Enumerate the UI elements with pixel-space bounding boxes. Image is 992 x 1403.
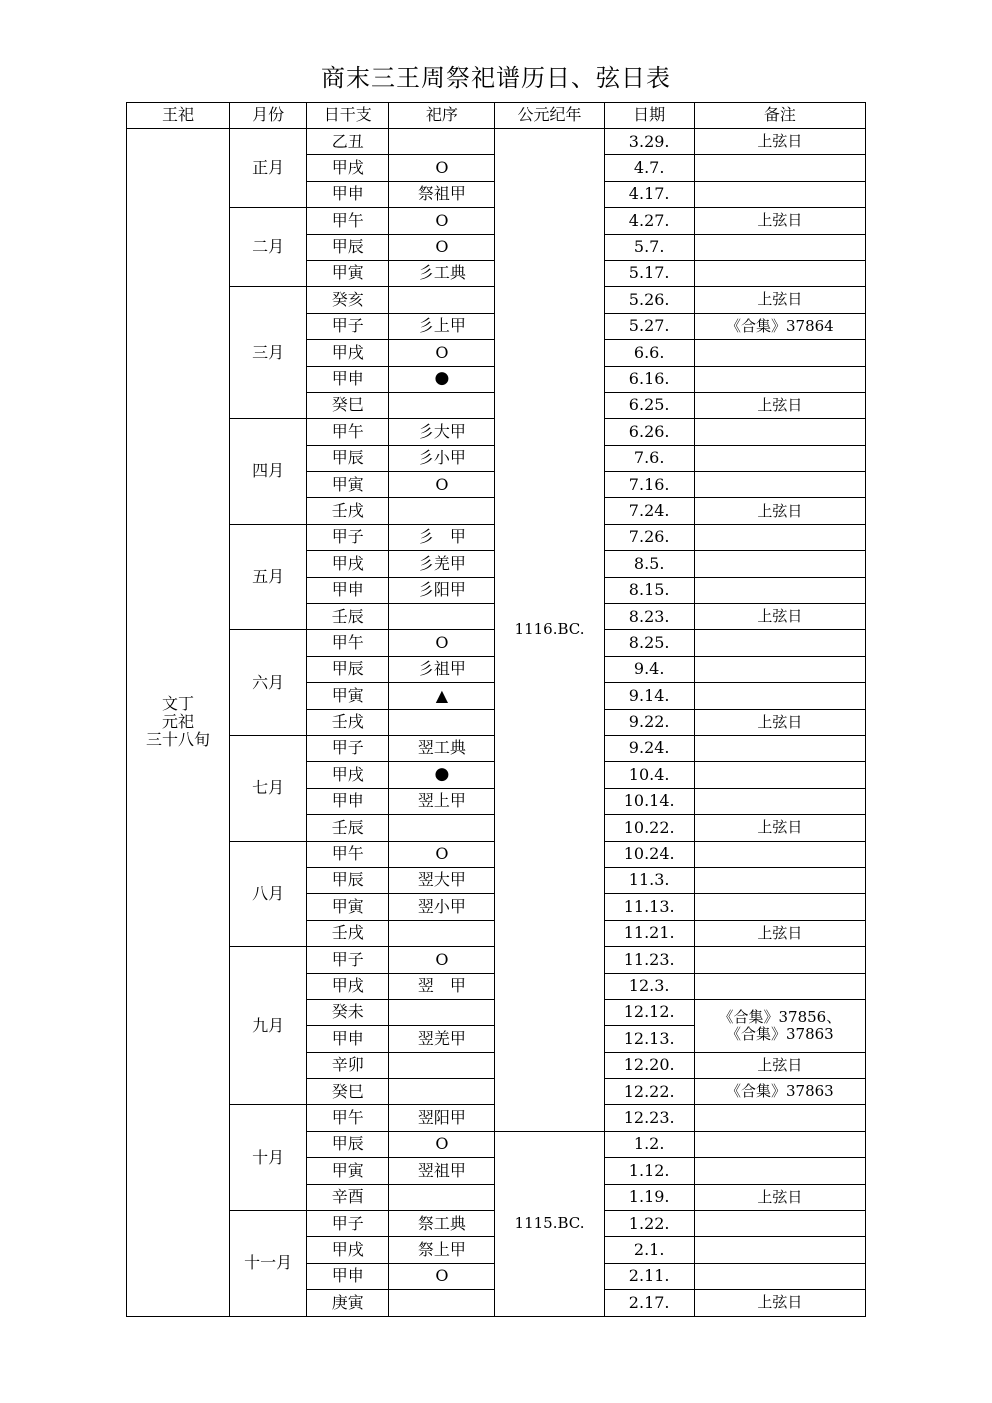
date-cell: 9.4. xyxy=(604,656,694,682)
date-cell: 6.6. xyxy=(604,340,694,366)
sacrifice-order-cell: 彡 甲 xyxy=(389,524,495,550)
date-cell: 1.19. xyxy=(604,1184,694,1210)
header-date: 日期 xyxy=(604,103,694,129)
date-cell: 12.23. xyxy=(604,1105,694,1131)
month-cell: 七月 xyxy=(230,735,307,841)
date-cell: 8.25. xyxy=(604,630,694,656)
sacrifice-order-cell: 翌小甲 xyxy=(389,894,495,920)
year-cell: 1116.BC. xyxy=(495,129,604,1132)
date-cell: 7.6. xyxy=(604,445,694,471)
sacrifice-order-cell: ● xyxy=(389,366,495,392)
date-cell: 8.23. xyxy=(604,604,694,630)
note-cell: 上弦日 xyxy=(694,498,865,524)
sacrifice-order-cell: ▲ xyxy=(389,683,495,709)
ganzhi-cell: 壬戌 xyxy=(307,709,389,735)
note-cell xyxy=(694,524,865,550)
note-cell xyxy=(694,234,865,260)
sacrifice-order-cell: 彡大甲 xyxy=(389,419,495,445)
ganzhi-cell: 辛酉 xyxy=(307,1184,389,1210)
ganzhi-cell: 甲子 xyxy=(307,313,389,339)
ganzhi-cell: 甲戌 xyxy=(307,973,389,999)
note-cell: 上弦日 xyxy=(694,1290,865,1316)
note-cell: 上弦日 xyxy=(694,1184,865,1210)
ganzhi-cell: 庚寅 xyxy=(307,1290,389,1316)
sacrifice-order-cell: O xyxy=(389,234,495,260)
note-cell xyxy=(694,973,865,999)
sacrifice-order-cell xyxy=(389,1079,495,1105)
date-cell: 12.20. xyxy=(604,1052,694,1078)
ganzhi-cell: 甲申 xyxy=(307,788,389,814)
sacrifice-order-cell xyxy=(389,1184,495,1210)
note-cell xyxy=(694,683,865,709)
date-cell: 8.15. xyxy=(604,577,694,603)
date-cell: 11.13. xyxy=(604,894,694,920)
ganzhi-cell: 甲戌 xyxy=(307,155,389,181)
ganzhi-cell: 甲戌 xyxy=(307,1237,389,1263)
date-cell: 10.14. xyxy=(604,788,694,814)
date-cell: 10.4. xyxy=(604,762,694,788)
ganzhi-cell: 壬辰 xyxy=(307,815,389,841)
ganzhi-cell: 甲申 xyxy=(307,181,389,207)
note-cell: 上弦日 xyxy=(694,709,865,735)
ganzhi-cell: 甲寅 xyxy=(307,472,389,498)
sacrifice-order-cell: 祭上甲 xyxy=(389,1237,495,1263)
date-cell: 12.12. xyxy=(604,999,694,1025)
sacrifice-order-cell: 祭祖甲 xyxy=(389,181,495,207)
ganzhi-cell: 甲申 xyxy=(307,577,389,603)
sacrifice-order-cell xyxy=(389,709,495,735)
note-cell: 上弦日 xyxy=(694,392,865,418)
sacrifice-order-cell xyxy=(389,604,495,630)
date-cell: 6.16. xyxy=(604,366,694,392)
ganzhi-cell: 甲辰 xyxy=(307,445,389,471)
note-cell xyxy=(694,841,865,867)
ganzhi-cell: 甲午 xyxy=(307,208,389,234)
sacrifice-order-cell xyxy=(389,498,495,524)
sacrifice-order-cell xyxy=(389,1290,495,1316)
date-cell: 4.27. xyxy=(604,208,694,234)
ganzhi-cell: 甲申 xyxy=(307,1263,389,1289)
month-cell: 八月 xyxy=(230,841,307,947)
ganzhi-cell: 壬戌 xyxy=(307,498,389,524)
note-cell xyxy=(694,630,865,656)
sacrifice-order-cell: 彡阳甲 xyxy=(389,577,495,603)
ganzhi-cell: 甲辰 xyxy=(307,234,389,260)
sacrifice-order-cell: O xyxy=(389,208,495,234)
sacrifice-order-cell: O xyxy=(389,1131,495,1157)
ganzhi-cell: 甲子 xyxy=(307,524,389,550)
date-cell: 5.7. xyxy=(604,234,694,260)
sacrifice-order-cell: 彡上甲 xyxy=(389,313,495,339)
ganzhi-cell: 癸未 xyxy=(307,999,389,1025)
note-cell: 《合集》37864 xyxy=(694,313,865,339)
note-cell xyxy=(694,867,865,893)
ganzhi-cell: 癸巳 xyxy=(307,392,389,418)
month-cell: 五月 xyxy=(230,524,307,630)
king-cell: 文丁 元祀 三十八旬 xyxy=(127,129,230,1317)
sacrifice-order-cell: 彡羌甲 xyxy=(389,551,495,577)
date-cell: 8.5. xyxy=(604,551,694,577)
ganzhi-cell: 癸巳 xyxy=(307,1079,389,1105)
sacrifice-order-cell xyxy=(389,129,495,155)
note-cell xyxy=(694,1263,865,1289)
ganzhi-cell: 甲寅 xyxy=(307,894,389,920)
sacrifice-order-cell: 翌羌甲 xyxy=(389,1026,495,1052)
date-cell: 1.2. xyxy=(604,1131,694,1157)
year-cell: 1115.BC. xyxy=(495,1131,604,1316)
note-cell: 《合集》37856、 《合集》37863 xyxy=(694,999,865,1052)
header-month: 月份 xyxy=(230,103,307,129)
date-cell: 2.11. xyxy=(604,1263,694,1289)
note-cell xyxy=(694,1237,865,1263)
note-cell xyxy=(694,762,865,788)
ganzhi-cell: 甲午 xyxy=(307,630,389,656)
ganzhi-cell: 甲寅 xyxy=(307,260,389,286)
month-cell: 二月 xyxy=(230,208,307,287)
note-cell xyxy=(694,1158,865,1184)
sacrifice-order-cell: 彡小甲 xyxy=(389,445,495,471)
ganzhi-cell: 辛卯 xyxy=(307,1052,389,1078)
month-cell: 六月 xyxy=(230,630,307,736)
month-cell: 九月 xyxy=(230,947,307,1105)
sacrifice-order-cell: O xyxy=(389,947,495,973)
date-cell: 9.24. xyxy=(604,735,694,761)
note-cell: 上弦日 xyxy=(694,208,865,234)
ganzhi-cell: 癸亥 xyxy=(307,287,389,313)
sacrifice-order-cell: O xyxy=(389,340,495,366)
sacrifice-order-cell: O xyxy=(389,155,495,181)
date-cell: 12.22. xyxy=(604,1079,694,1105)
note-cell xyxy=(694,472,865,498)
note-cell xyxy=(694,366,865,392)
header-year: 公元纪年 xyxy=(495,103,604,129)
note-cell: 上弦日 xyxy=(694,129,865,155)
note-cell xyxy=(694,947,865,973)
ganzhi-cell: 甲戌 xyxy=(307,551,389,577)
sacrifice-order-cell: 彡工典 xyxy=(389,260,495,286)
page-title: 商末三王周祭祀谱历日、弦日表 xyxy=(321,64,671,92)
ganzhi-cell: 壬辰 xyxy=(307,604,389,630)
note-cell xyxy=(694,894,865,920)
date-cell: 5.26. xyxy=(604,287,694,313)
date-cell: 9.22. xyxy=(604,709,694,735)
note-cell: 上弦日 xyxy=(694,1052,865,1078)
sacrifice-order-cell: 祭工典 xyxy=(389,1211,495,1237)
header-note: 备注 xyxy=(694,103,865,129)
sacrifice-order-cell: 翌工典 xyxy=(389,735,495,761)
ganzhi-cell: 甲申 xyxy=(307,1026,389,1052)
sacrifice-order-cell: O xyxy=(389,472,495,498)
sacrifice-order-cell: 翌 甲 xyxy=(389,973,495,999)
note-cell: 上弦日 xyxy=(694,604,865,630)
note-cell xyxy=(694,1211,865,1237)
month-cell: 十月 xyxy=(230,1105,307,1211)
ganzhi-cell: 甲午 xyxy=(307,1105,389,1131)
note-cell xyxy=(694,419,865,445)
sacrifice-order-cell: 彡祖甲 xyxy=(389,656,495,682)
ganzhi-cell: 甲子 xyxy=(307,735,389,761)
date-cell: 2.1. xyxy=(604,1237,694,1263)
ganzhi-cell: 甲寅 xyxy=(307,683,389,709)
note-cell: 上弦日 xyxy=(694,920,865,946)
date-cell: 10.22. xyxy=(604,815,694,841)
date-cell: 11.21. xyxy=(604,920,694,946)
date-cell: 4.17. xyxy=(604,181,694,207)
note-cell xyxy=(694,1105,865,1131)
ganzhi-cell: 甲寅 xyxy=(307,1158,389,1184)
date-cell: 5.17. xyxy=(604,260,694,286)
sacrifice-order-cell xyxy=(389,392,495,418)
month-cell: 三月 xyxy=(230,287,307,419)
ganzhi-cell: 甲辰 xyxy=(307,656,389,682)
date-cell: 9.14. xyxy=(604,683,694,709)
note-cell xyxy=(694,656,865,682)
date-cell: 10.24. xyxy=(604,841,694,867)
sacrifice-order-cell: 翌阳甲 xyxy=(389,1105,495,1131)
note-cell xyxy=(694,445,865,471)
note-cell xyxy=(694,155,865,181)
month-cell: 四月 xyxy=(230,419,307,525)
sacrifice-order-cell xyxy=(389,1052,495,1078)
sacrifice-order-cell: 翌上甲 xyxy=(389,788,495,814)
ganzhi-cell: 甲戌 xyxy=(307,762,389,788)
sacrifice-order-cell: O xyxy=(389,630,495,656)
note-cell xyxy=(694,1131,865,1157)
note-cell xyxy=(694,551,865,577)
date-cell: 7.16. xyxy=(604,472,694,498)
sacrifice-order-cell xyxy=(389,287,495,313)
note-cell xyxy=(694,181,865,207)
header-king: 王祀 xyxy=(127,103,230,129)
date-cell: 12.3. xyxy=(604,973,694,999)
date-cell: 5.27. xyxy=(604,313,694,339)
month-cell: 十一月 xyxy=(230,1211,307,1317)
calendar-table xyxy=(126,102,866,1317)
sacrifice-order-cell xyxy=(389,815,495,841)
note-cell xyxy=(694,577,865,603)
date-cell: 7.24. xyxy=(604,498,694,524)
ganzhi-cell: 甲子 xyxy=(307,1211,389,1237)
ganzhi-cell: 甲午 xyxy=(307,419,389,445)
ganzhi-cell: 壬戌 xyxy=(307,920,389,946)
date-cell: 1.22. xyxy=(604,1211,694,1237)
ganzhi-cell: 甲戌 xyxy=(307,340,389,366)
date-cell: 11.23. xyxy=(604,947,694,973)
date-cell: 3.29. xyxy=(604,129,694,155)
note-cell xyxy=(694,735,865,761)
sacrifice-order-cell: ● xyxy=(389,762,495,788)
date-cell: 4.7. xyxy=(604,155,694,181)
ganzhi-cell: 乙丑 xyxy=(307,129,389,155)
sacrifice-order-cell xyxy=(389,999,495,1025)
date-cell: 1.12. xyxy=(604,1158,694,1184)
note-cell: 《合集》37863 xyxy=(694,1079,865,1105)
date-cell: 6.25. xyxy=(604,392,694,418)
date-cell: 12.13. xyxy=(604,1026,694,1052)
sacrifice-order-cell: 翌大甲 xyxy=(389,867,495,893)
note-cell xyxy=(694,340,865,366)
ganzhi-cell: 甲申 xyxy=(307,366,389,392)
ganzhi-cell: 甲辰 xyxy=(307,867,389,893)
month-cell: 正月 xyxy=(230,129,307,208)
ganzhi-cell: 甲午 xyxy=(307,841,389,867)
header-row xyxy=(127,103,866,129)
sacrifice-order-cell: O xyxy=(389,841,495,867)
date-cell: 6.26. xyxy=(604,419,694,445)
sacrifice-order-cell xyxy=(389,920,495,946)
date-cell: 7.26. xyxy=(604,524,694,550)
header-sacrifice-order: 祀序 xyxy=(389,103,495,129)
table-body xyxy=(127,129,866,1317)
header-ganzhi: 日干支 xyxy=(307,103,389,129)
sacrifice-order-cell: 翌祖甲 xyxy=(389,1158,495,1184)
ganzhi-cell: 甲子 xyxy=(307,947,389,973)
note-cell xyxy=(694,788,865,814)
ganzhi-cell: 甲辰 xyxy=(307,1131,389,1157)
table-row xyxy=(127,129,866,155)
note-cell: 上弦日 xyxy=(694,287,865,313)
sacrifice-order-cell: O xyxy=(389,1263,495,1289)
note-cell xyxy=(694,260,865,286)
date-cell: 2.17. xyxy=(604,1290,694,1316)
date-cell: 11.3. xyxy=(604,867,694,893)
note-cell: 上弦日 xyxy=(694,815,865,841)
